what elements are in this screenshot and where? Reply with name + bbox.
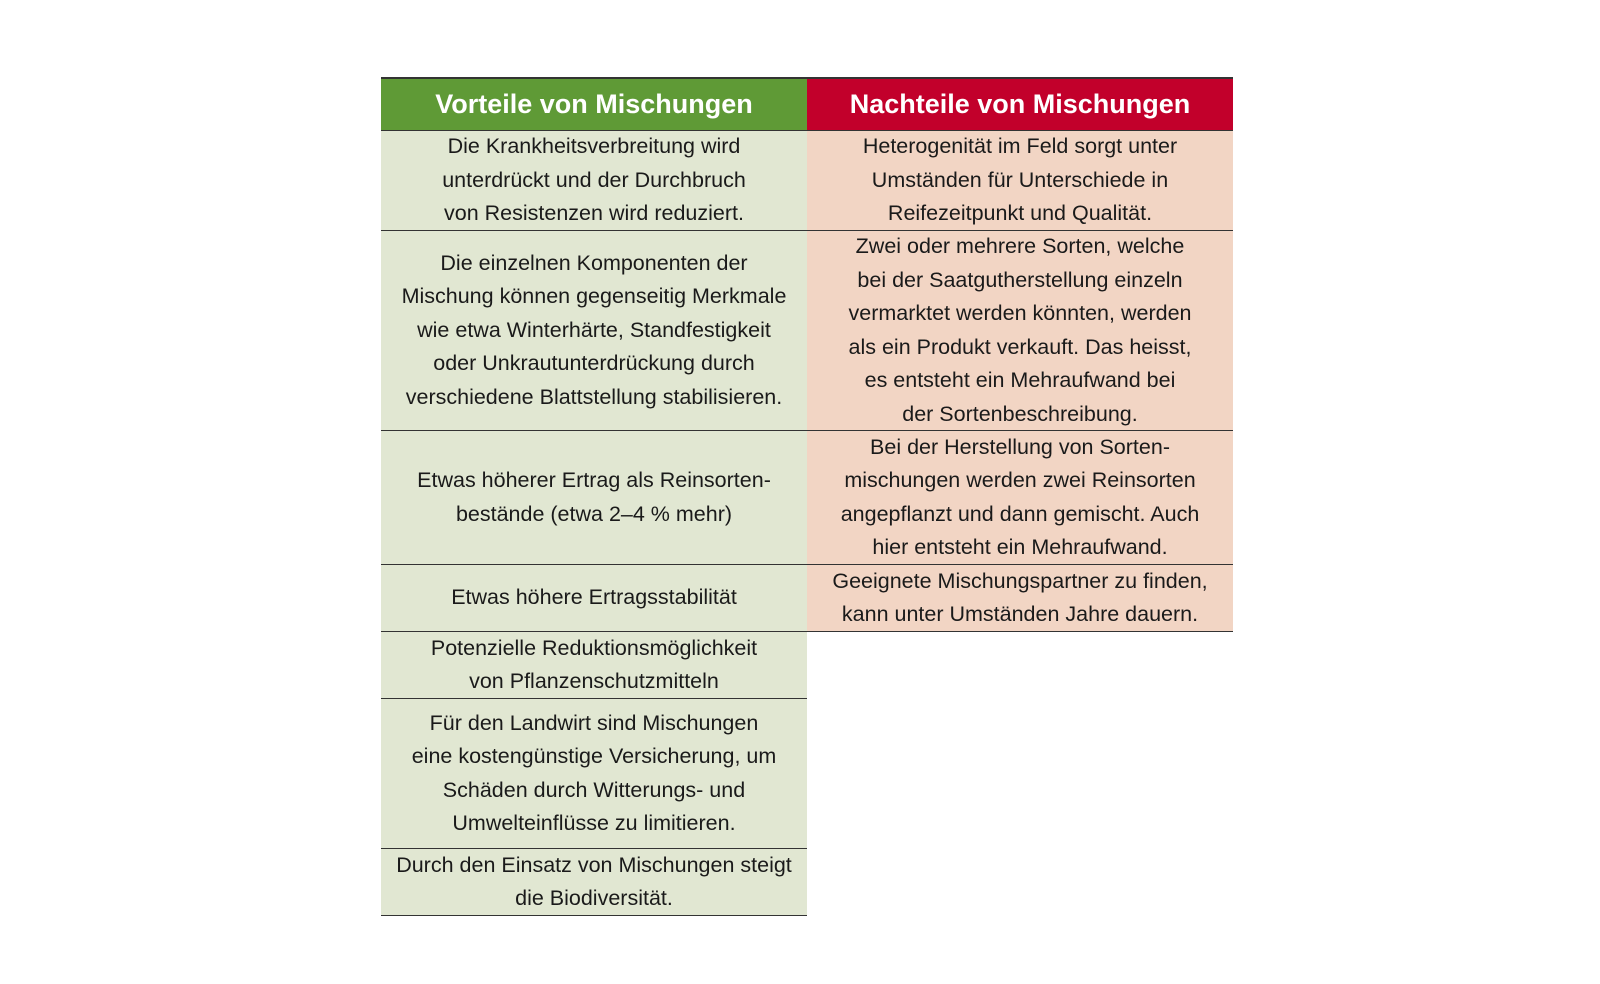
- advantage-text: Durch den Einsatz von Mischungen steigt die Biodiversität.: [396, 852, 792, 910]
- advantage-text: Etwas höhere Ertragsstabilität: [451, 585, 737, 610]
- advantages-column: [381, 77, 807, 916]
- disadvantage-cell: [807, 431, 1233, 565]
- advantages-header: Vorteile von Mischungen: [381, 77, 807, 131]
- advantage-cell: [381, 431, 807, 565]
- disadvantage-cell: [807, 565, 1233, 632]
- advantage-cell: [381, 131, 807, 231]
- disadvantage-cell: [807, 131, 1233, 231]
- advantage-cell: [381, 565, 807, 632]
- disadvantage-text: Heterogenität im Feld sorgt unter Umständen für Unterschiede in Reifezeitpunkt und Qualität.: [862, 134, 1178, 226]
- advantage-text: Die einzelnen Komponenten der Mischung können gegenseitig Merkmale wie etwa Winterhärte, Standfestigkeit oder Unkrautunterdrückung durch verschiedene Blattstellung stabilisieren.: [401, 250, 787, 409]
- disadvantages-header: Nachteile von Mischungen: [807, 77, 1233, 131]
- disadvantage-text: Geeignete Mischungspartner zu finden, kann unter Umständen Jahre dauern.: [832, 568, 1208, 626]
- advantage-cell: [381, 231, 807, 431]
- advantage-text: Potenzielle Reduktionsmöglichkeit von Pflanzenschutzmitteln: [430, 635, 758, 693]
- advantage-cell: [381, 849, 807, 916]
- advantage-text: Die Krankheitsverbreitung wird unterdrückt und der Durchbruch von Resistenzen wird reduziert.: [442, 134, 746, 226]
- disadvantage-text: Bei der Herstellung von Sorten- mischungen werden zwei Reinsorten angepflanzt und dann gemischt. Auch hier entsteht ein Mehraufwand.: [840, 434, 1200, 559]
- disadvantages-column: [807, 77, 1233, 632]
- advantage-cell: [381, 699, 807, 849]
- disadvantage-text: Zwei oder mehrere Sorten, welche bei der Saatgutherstellung einzeln vermarktet werden könnten, werden als ein Produkt verkauft. Das heisst, es entsteht ein Mehraufwand bei der Sortenbeschreibung.: [848, 234, 1192, 426]
- advantage-text: Für den Landwirt sind Mischungen eine kostengünstige Versicherung, um Schäden durch Witterungs- und Umwelteinflüsse zu limitieren.: [411, 710, 777, 835]
- advantage-text: Etwas höherer Ertrag als Reinsorten- bestände (etwa 2–4 % mehr): [417, 468, 771, 526]
- disadvantage-cell: [807, 231, 1233, 431]
- advantage-cell: [381, 632, 807, 699]
